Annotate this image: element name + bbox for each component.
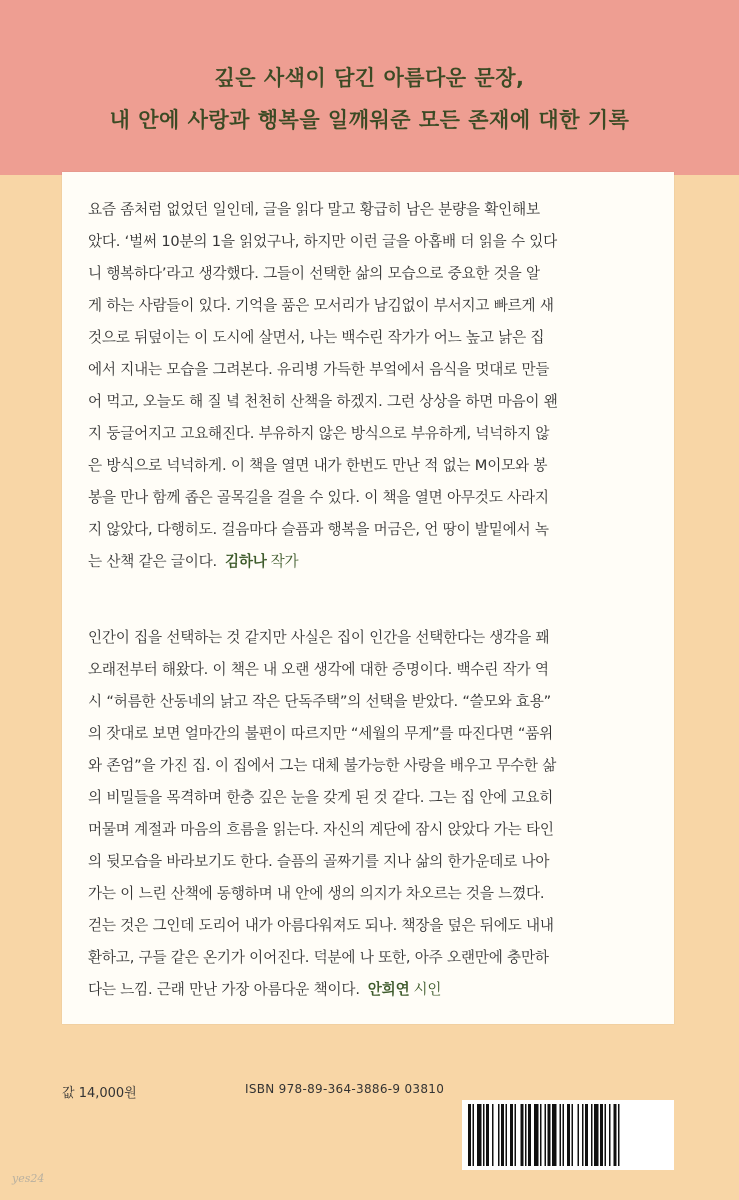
barcode-bar (548, 1104, 551, 1166)
review-2-role: 시인 (413, 981, 442, 998)
barcode-bar (618, 1104, 620, 1166)
review-2-line: 의 뒷모습을 바라보기도 한다. 슬픔의 골짜기를 지나 삶의 한가운데로 나아 (88, 853, 550, 870)
review-1-line: 에서 지내는 모습을 그려본다. 유리병 가득한 부엌에서 음식을 멋대로 만들 (88, 361, 550, 378)
barcode-bar (609, 1104, 611, 1166)
review-1 (88, 194, 654, 578)
barcode-bar (528, 1104, 531, 1166)
review-1-line: 게 하는 사람들이 있다. 기억을 품은 모서리가 남김없이 부서지고 빠르게 새 (88, 297, 554, 314)
barcode-bar (600, 1104, 603, 1166)
barcode-bar (492, 1104, 494, 1166)
barcode-bar (540, 1104, 542, 1166)
review-2-line: 의 비밀들을 목격하며 한층 깊은 눈을 갖게 된 것 같다. 그는 집 안에 고요히 (88, 789, 554, 806)
barcode-bar (515, 1104, 517, 1166)
review-1-line: 요즘 좀처럼 없었던 일인데, 글을 읽다 말고 황급히 남은 분량을 확인해보 (88, 201, 540, 218)
barcode-graphic (462, 1100, 674, 1170)
barcode-bar (468, 1104, 471, 1166)
barcode-bar (578, 1104, 580, 1166)
barcode-bar (572, 1104, 574, 1166)
barcode-bar (501, 1104, 504, 1166)
review-2-line: 의 잣대로 보면 얼마간의 불편이 따르지만 “세월의 무게”를 따진다면 “품위 (88, 725, 554, 742)
review-1-line: 는 산책 같은 글이다. (88, 553, 217, 570)
barcode-bar (560, 1104, 562, 1166)
review-1-line: 어 먹고, 오늘도 해 질 녘 천천히 산책을 하겠지. 그런 상상을 하면 마음이 왠 (88, 393, 558, 410)
review-1-role: 작가 (270, 553, 299, 570)
barcode-bar (552, 1104, 557, 1166)
review-2-line: 머물며 계절과 마음의 흐름을 읽는다. 자신의 계단에 잠시 앉았다 가는 타인 (88, 821, 554, 838)
barcode-bar (477, 1104, 482, 1166)
watermark: yes24 (12, 1172, 45, 1185)
review-1-line: 지 둥글어지고 고요해진다. 부유하지 않은 방식으로 부유하게, 넉넉하지 않 (88, 425, 550, 442)
review-2-line: 환하고, 구들 같은 온기가 이어진다. 덕분에 나 또한, 아주 오랜만에 충만하 (88, 949, 549, 966)
review-2-line: 다는 느낌. 근래 만난 가장 아름다운 책이다. (88, 981, 360, 998)
review-2-last-line (88, 974, 654, 1006)
review-1-line: 봉을 만나 함께 좁은 골목길을 걸을 수 있다. 이 책을 열면 아무것도 사라지 (88, 489, 549, 506)
barcode-bar (585, 1104, 588, 1166)
price-label: 값 14,000원 (62, 1086, 137, 1101)
barcode-bar (521, 1104, 524, 1166)
barcode-bar (486, 1104, 489, 1166)
review-2-line: 와 존엄”을 가진 집. 이 집에서 그는 대체 불가능한 사랑을 배우고 무수한 삶 (88, 757, 557, 774)
barcode-bar (506, 1104, 508, 1166)
barcode-bar (498, 1104, 500, 1166)
barcode-bar (510, 1104, 513, 1166)
review-2 (88, 622, 654, 1006)
review-2-author: 안희연 (367, 981, 410, 998)
headline-line-2: 내 안에 사랑과 행복을 일깨워준 모든 존재에 대한 기록 (109, 108, 630, 132)
review-1-author: 김하나 (224, 553, 267, 570)
review-1-line: 지 않았다, 다행히도. 걸음마다 슬픔과 행복을 머금은, 언 땅이 발밑에서 녹 (88, 521, 549, 538)
review-1-line: 은 방식으로 넉넉하게. 이 책을 열면 내가 한번도 만난 적 없는 M이모와 봉 (88, 457, 548, 474)
review-1-line: 것으로 뒤덮이는 이 도시에 살면서, 나는 백수린 작가가 어느 높고 낡은 집 (88, 329, 545, 346)
barcode-bar (582, 1104, 584, 1166)
review-1-line: 니 행복하다’라고 생각했다. 그들이 선택한 삶의 모습으로 중요한 것을 알 (88, 265, 540, 282)
barcode-bar (473, 1104, 475, 1166)
review-2-line: 걷는 것은 그인데 도리어 내가 아름다워져도 되나. 책장을 덮은 뒤에도 내내 (88, 917, 554, 934)
review-1-last-line (88, 546, 654, 578)
review-1-line: 았다. ‘벌써 10분의 1을 읽었구나, 하지만 이런 글을 아홉배 더 읽을 수 있다 (88, 233, 558, 250)
isbn-label: ISBN 978-89-364-3886-9 03810 (245, 1082, 445, 1096)
headline-line-1: 깊은 사색이 담긴 아름다운 문장, (214, 66, 525, 90)
barcode-bar (591, 1104, 593, 1166)
barcode-bar (563, 1104, 565, 1166)
barcode-bar (534, 1104, 539, 1166)
barcode-bar (483, 1104, 485, 1166)
barcode-bar (605, 1104, 607, 1166)
review-2-line: 오래전부터 해왔다. 이 책은 내 오랜 생각에 대한 증명이다. 백수린 작가 역 (88, 661, 549, 678)
barcode-bar (594, 1104, 599, 1166)
barcode-bar (545, 1104, 547, 1166)
barcode-bar (567, 1104, 570, 1166)
review-2-line: 인간이 집을 선택하는 것 같지만 사실은 집이 인간을 선택한다는 생각을 꽤 (88, 629, 550, 646)
barcode-bar (525, 1104, 527, 1166)
review-panel (62, 172, 674, 1024)
review-2-line: 시 “허름한 산동네의 낡고 작은 단독주택”의 선택을 받았다. “쓸모와 효용” (88, 693, 551, 710)
review-2-line: 가는 이 느린 산책에 동행하며 내 안에 생의 의지가 차오르는 것을 느꼈다. (88, 885, 545, 902)
barcode-bar (614, 1104, 617, 1166)
barcode (462, 1100, 674, 1170)
